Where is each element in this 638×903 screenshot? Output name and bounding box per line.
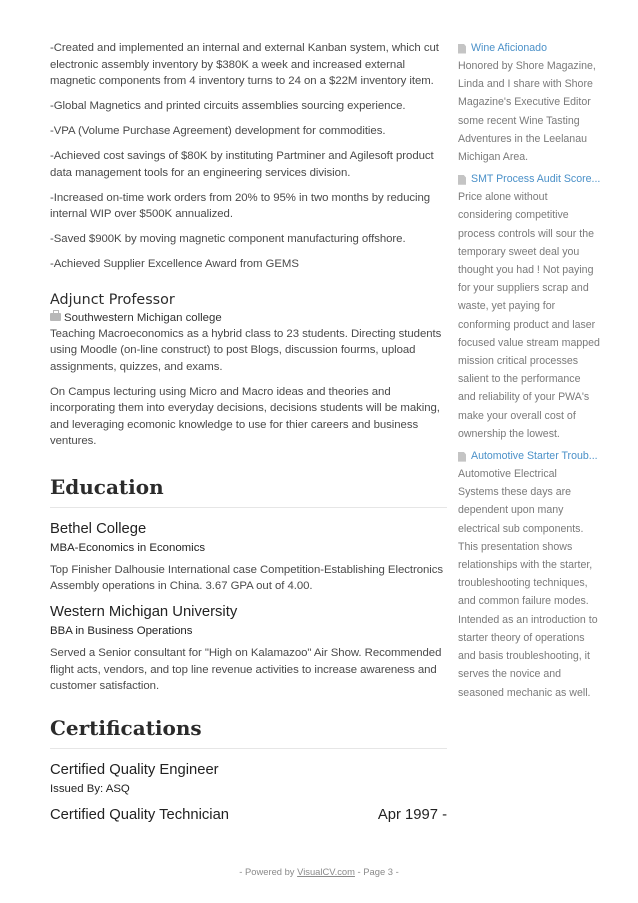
sidebar-item-text: Automotive Electrical Systems these days are dependent upon many electrical sub components. This presentation shows relationships with the starter, troubleshooting techniques, and common failure modes. Intended as an introduction to starter theory of operations and basis troubleshooting, it serves the novice and seasoned mechanic as well.: [458, 468, 598, 699]
degree: BBA in Business Operations: [50, 625, 193, 637]
visualcv-link[interactable]: VisualCV.com: [297, 866, 355, 877]
document-icon: [458, 175, 466, 185]
sidebar-item-link[interactable]: [458, 40, 600, 57]
degree: MBA-Economics in Economics: [50, 541, 206, 554]
experience-bullets: [50, 40, 447, 273]
bullet-cost-savings: -Achieved cost savings of $80K by instituting Partminer and Agilesoft product data management tools for an engineering services division.: [50, 150, 434, 179]
school-name: Bethel College: [50, 520, 147, 537]
sidebar-item-link[interactable]: [458, 171, 600, 188]
bullet-award: -Achieved Supplier Excellence Award from GEMS: [50, 258, 299, 270]
bullet-vpa: -VPA (Volume Purchase Agreement) development for commodities.: [50, 125, 386, 137]
document-icon: [458, 452, 466, 462]
sidebar: [458, 40, 600, 707]
sidebar-item: [458, 171, 600, 443]
bullet-offshore: -Saved $900K by moving magnetic component manufacturing offshore.: [50, 233, 406, 245]
footer-page-number: - Page 3 -: [354, 866, 399, 877]
certifications-section: [50, 716, 447, 823]
sidebar-item-title: Automotive Starter Troub...: [471, 450, 598, 463]
education-entry: [50, 603, 447, 695]
certification-entry: [50, 761, 447, 797]
school-name: Western Michigan University: [50, 604, 238, 620]
document-icon: [458, 44, 466, 54]
sidebar-item: [458, 448, 600, 702]
footer-prefix: - Powered by: [239, 866, 298, 877]
briefcase-icon: [50, 313, 61, 321]
page-footer: [0, 866, 638, 877]
bullet-work-orders: -Increased on-time work orders from 20% to 95% in two months by reducing internal WIP over $500K annualized.: [50, 191, 431, 220]
main-column: [50, 40, 447, 823]
certification-date: Apr 1997 -: [377, 806, 447, 823]
section-heading: Education: [50, 475, 447, 508]
education-description: Top Finisher Dalhousie International case Competition-Establishing Electronics Assembly operations in China. 3.67 GPA out of 4.00.: [50, 563, 444, 592]
sidebar-item-title: Wine Aficionado: [471, 42, 547, 54]
education-entry: [50, 520, 447, 595]
certification-issuer: Issued By: ASQ: [50, 782, 130, 795]
education-section: [50, 475, 447, 695]
education-description: Served a Senior consultant for "High on Kalamazoo" Air Show. Recommended flight acts, vendors, and top line revenue activities to increase awareness and customer satisfaction.: [50, 647, 442, 692]
sidebar-item-text: Price alone without considering competitive process controls will sour the temporary sweet deal you thought you had ! Not paying for your suppliers scrap and waste, yet paying for conforming product and laser focused value stream mapped mission critical processes salient to the performance and reliability of your PWA's make your overall cost of ownership the lowest.: [458, 191, 600, 440]
employer: [50, 311, 447, 326]
job-title: Adjunct Professor: [50, 291, 175, 308]
sidebar-item-text: Honored by Shore Magazine, Linda and I share with Shore Magazine's Executive Editor some recent Wine Tasting Adventures in the Leelanau Michigan Area.: [458, 60, 596, 164]
sidebar-item-title: SMT Process Audit Score...: [471, 173, 600, 186]
sidebar-item: [458, 40, 600, 166]
bullet-kanban: -Created and implemented an internal and external Kanban system, which cut electronic assembly inventory by $380K a week and increased external magnetic components from 4 inventory turns to 24 on a $22M inventory item.: [50, 42, 439, 87]
bullet-magnetics: -Global Magnetics and printed circuits assemblies sourcing experience.: [50, 100, 406, 112]
sidebar-item-link[interactable]: [458, 448, 600, 465]
certification-entry: [50, 797, 447, 823]
job-adjunct: [50, 292, 447, 450]
certification-name: Certified Quality Engineer: [50, 761, 219, 778]
job-description: Teaching Macroeconomics as a hybrid class to 23 students. Directing students using Moodle (on-line construct) to post Blogs, discussion fourms, upload assignments, quizzes, and exams.: [50, 327, 442, 373]
employer-name: Southwestern Michigan college: [64, 311, 222, 324]
section-heading: Certifications: [50, 716, 447, 749]
job-description: On Campus lecturing using Micro and Macro ideas and theories and incorporating them into everyday decisions, decisions students will be making, and leveraging ecomonic knowledge to use for thier careers and business ventures.: [50, 385, 440, 447]
certification-name: Certified Quality Technician: [50, 806, 230, 823]
